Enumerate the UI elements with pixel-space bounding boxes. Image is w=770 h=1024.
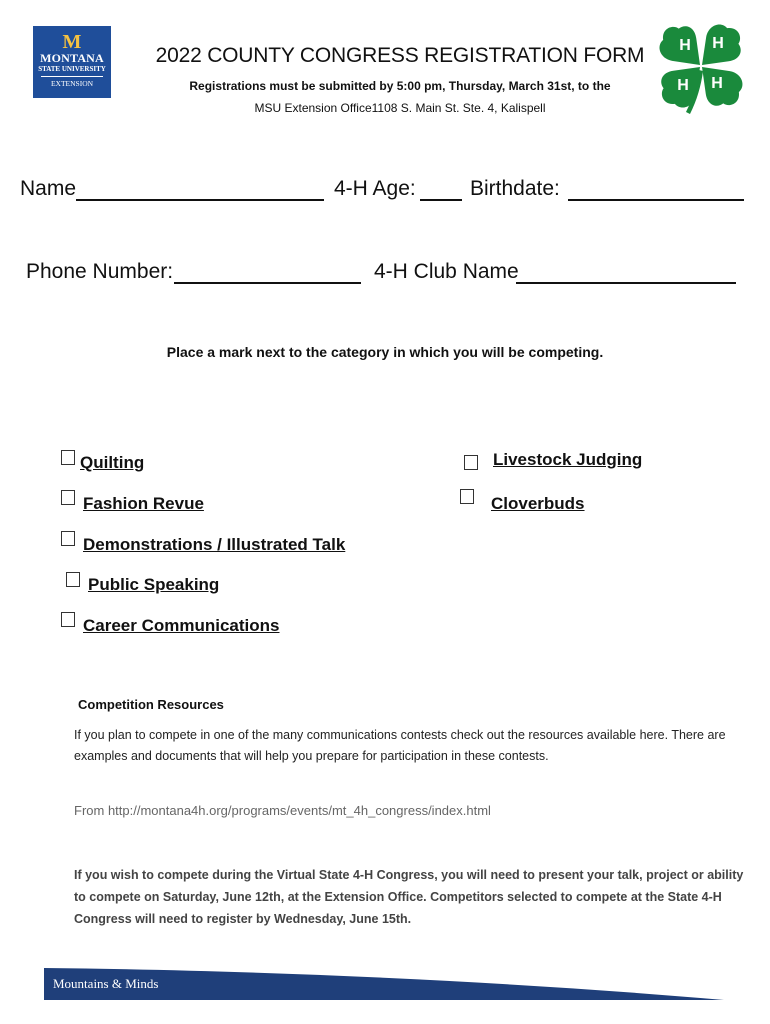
checkbox-cloverbuds[interactable] <box>460 489 474 504</box>
clover-h-letter: H <box>712 35 724 52</box>
resources-link[interactable]: From http://montana4h.org/programs/events/mt_4h_congress/index.html <box>74 803 491 818</box>
clover-h-letter: H <box>679 37 691 54</box>
phone-label: Phone Number: <box>26 260 174 283</box>
birthdate-label: Birthdate: <box>470 177 560 200</box>
age-field[interactable] <box>420 199 462 201</box>
checkbox-livestock-judging[interactable] <box>464 455 478 470</box>
office-address: MSU Extension Office1108 S. Main St. Ste. 4, Kalispell <box>254 101 546 115</box>
clover-h-letter: H <box>677 77 689 94</box>
checkbox-public-speaking[interactable] <box>66 572 80 587</box>
category-livestock-judging: Livestock Judging <box>493 450 643 469</box>
logo-line-university: STATE UNIVERSITY <box>38 65 106 73</box>
virtual-congress-note: If you wish to compete during the Virtual State 4-H Congress, you will need to present your talk, project or ability to compete on Saturday, June 12th, at the Extension Office. Competitors selected to compete at the State 4-H Congress will need to register by Wednesday, June 15th. <box>74 868 744 926</box>
category-quilting: Quilting <box>80 453 145 472</box>
clover-h-letter: H <box>711 75 723 92</box>
checkbox-demonstrations[interactable] <box>61 531 75 546</box>
birthdate-field[interactable] <box>568 199 744 201</box>
checkbox-career-communications[interactable] <box>61 612 75 627</box>
msu-mark-icon: M <box>62 31 82 53</box>
deadline-text: Registrations must be submitted by 5:00 pm, Thursday, March 31st, to the <box>189 79 611 93</box>
resources-description: If you plan to compete in one of the many communications contests check out the resources available here. There are examples and documents that will help you prepare for participation in these contests. <box>74 728 726 763</box>
name-field[interactable] <box>76 199 324 201</box>
category-public-speaking: Public Speaking <box>88 575 220 594</box>
logo-divider <box>41 76 103 77</box>
msu-extension-logo <box>33 26 111 98</box>
category-demonstrations: Demonstrations / Illustrated Talk <box>83 535 346 554</box>
footer-tagline: Mountains & Minds <box>53 976 159 991</box>
logo-line-extension: EXTENSION <box>50 79 94 88</box>
category-fashion-revue: Fashion Revue <box>83 494 204 513</box>
resources-heading: Competition Resources <box>78 697 224 712</box>
instructions-text: Place a mark next to the category in which you will be competing. <box>166 344 604 360</box>
category-career-communications: Career Communications <box>83 616 280 635</box>
club-label: 4-H Club Name <box>374 260 519 283</box>
age-label: 4-H Age: <box>334 177 416 200</box>
form-title: 2022 COUNTY CONGRESS REGISTRATION FORM <box>155 44 645 67</box>
category-cloverbuds: Cloverbuds <box>491 494 585 513</box>
club-field[interactable] <box>516 282 736 284</box>
phone-field[interactable] <box>174 282 361 284</box>
name-label: Name <box>20 177 77 200</box>
checkbox-fashion-revue[interactable] <box>61 490 75 505</box>
logo-line-montana: MONTANA <box>40 51 104 65</box>
checkbox-quilting[interactable] <box>61 450 75 465</box>
